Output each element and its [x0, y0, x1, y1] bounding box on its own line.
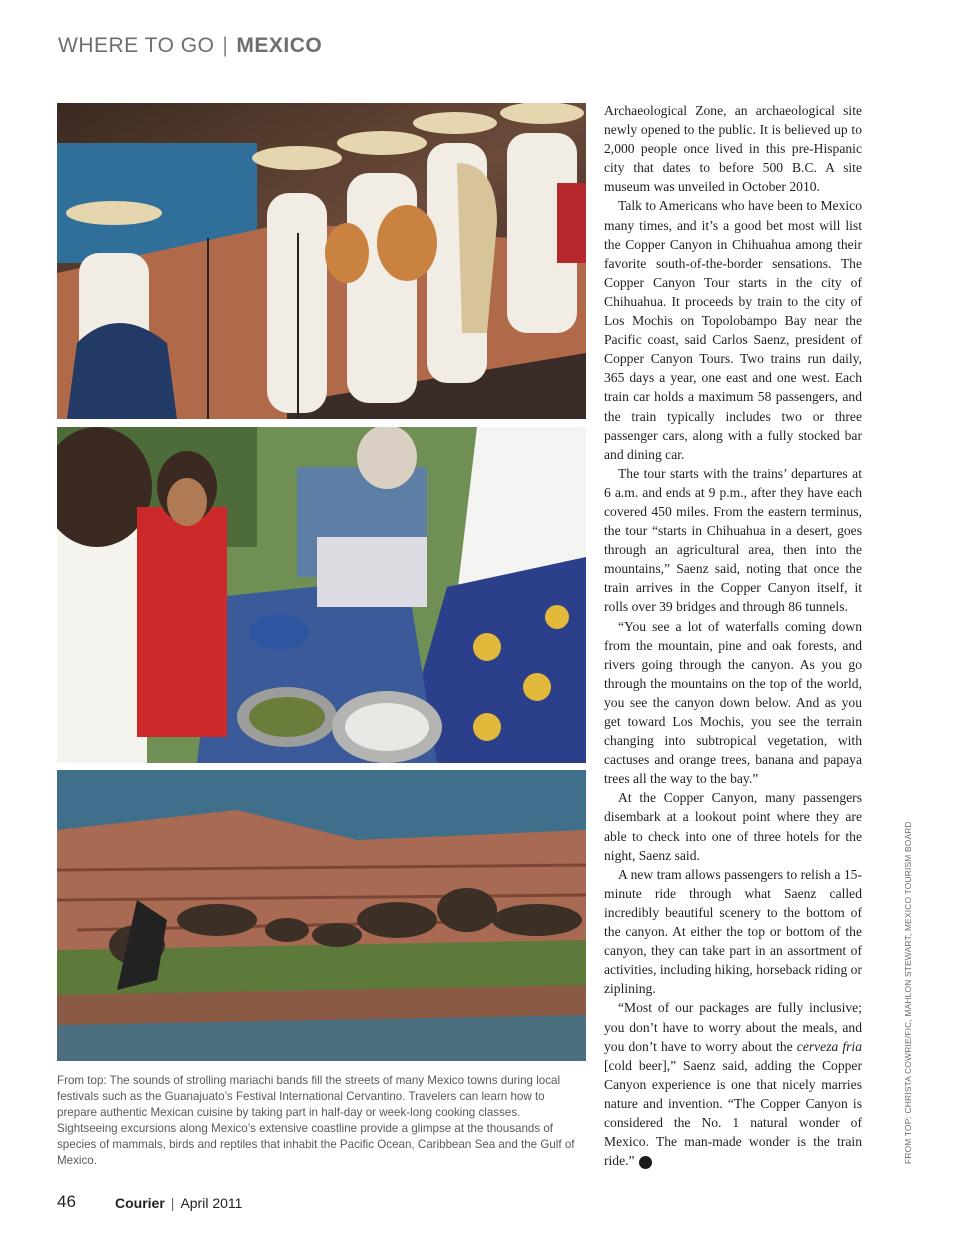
- article-paragraph: A new tram allows passengers to relish a 15-minute ride through what Saenz called incredibly beautiful scenery to the bottom of the canyon. At either the top or bottom of the canyon, they can take part in an assortment of activities, including hiking, horseback riding or ziplining.: [604, 866, 862, 997]
- article-paragraph-final: [604, 998, 862, 1170]
- mariachi-band-photo: [57, 103, 586, 419]
- page-header: [58, 34, 322, 58]
- photo-caption: From top: The sounds of strolling mariachi bands fill the streets of many Mexico towns during local festivals such as the Guanajuato’s Festival International Cervantino. Travelers can learn how to prepare authentic Mexican cuisine by taking part in half-day or week-long cooking classes. Sightseeing excursions along Mexico’s extensive coastline provide a glimpse at the thousands of species of mammals, birds and reptiles that inhabit the Pacific Ocean, Caribbean Sea and the Gulf of Mexico.: [57, 1074, 575, 1167]
- header-separator: |: [222, 34, 229, 57]
- photo-credit: FROM TOP: CHRISTA COWRIE/FIC, MAHLON STEWART, MEXICO TOURISM BOARD: [903, 821, 913, 1164]
- page-number: 46: [57, 1192, 76, 1211]
- publication-footer: [115, 1195, 242, 1211]
- article-paragraph: Archaeological Zone, an archaeological site newly opened to the public. It is believed up to 2,000 people once lived in this pre-Hispanic city that dates to before 500 B.C. A site museum was unveiled in October 2010.: [604, 103, 862, 195]
- article-paragraph: Talk to Americans who have been to Mexico many times, and it’s a good bet most will list the Copper Canyon in Chihuahua among their favorite south-of-the-border sensations. The Copper Canyon Tour starts in the city of Chihuahua. It proceeds by train to the city of Los Mochis on Topolobampo Bay near the Pacific coast, said Carlos Saenz, president of Copper Canyon Tours. Two trains run daily, 365 days a year, one east and one west. Each train car holds a maximum 58 passengers, and the train typically includes two or three passenger cars, along with a fully stocked bar and dining car.: [604, 198, 862, 462]
- sea-lions-photo: [57, 770, 586, 1061]
- country-label: MEXICO: [236, 34, 323, 57]
- article-paragraph: The tour starts with the trains’ departures at 6 a.m. and ends at 9 p.m., after they have each covered 450 miles. From the eastern terminus, the tour “starts in Chihuahua in a desert, goes through an agricultural area, then into the mountains,” Saenz said, noting that once the train arrives in the Copper Canyon itself, it rolls over 39 bridges and through 86 tunnels.: [604, 465, 862, 615]
- article-paragraph: “You see a lot of waterfalls coming down from the mountain, pine and oak forests, and rivers going through the canyon. As you go through the mountains on the top of the world, you see the canyon down below. And as you get toward Los Mochis, you see the terrain changing into subtropical vegetation, with cactuses and orange trees, banana and papaya trees all the way to the bay.”: [604, 618, 862, 787]
- issue-date: April 2011: [180, 1195, 243, 1211]
- article-paragraph: At the Copper Canyon, many passengers disembark at a lookout point where they are able to check into one of three hotels for the night, Saenz said.: [604, 790, 862, 863]
- footer-separator: |: [170, 1195, 175, 1211]
- cooking-class-photo: [57, 427, 586, 763]
- final-paragraph-text-1: “Most of our packages are fully inclusive; you don’t have to worry about the meals, and you don’t have to worry about the: [604, 1000, 862, 1054]
- italic-phrase: cerveza fria: [796, 1038, 862, 1054]
- publication-name: Courier: [115, 1195, 165, 1211]
- end-mark-icon: C: [639, 1156, 652, 1169]
- section-label: WHERE TO GO: [58, 34, 215, 57]
- page-number-footer: [57, 1192, 76, 1212]
- article-body: [604, 101, 862, 1170]
- final-paragraph-text-2: [cold beer],” Saenz said, adding the Copper Canyon experience is one that nicely marries nature and invention. “The Copper Canyon is considered the No. 1 natural wonder of Mexico. The man-made wonder is the train ride.”: [604, 1057, 862, 1169]
